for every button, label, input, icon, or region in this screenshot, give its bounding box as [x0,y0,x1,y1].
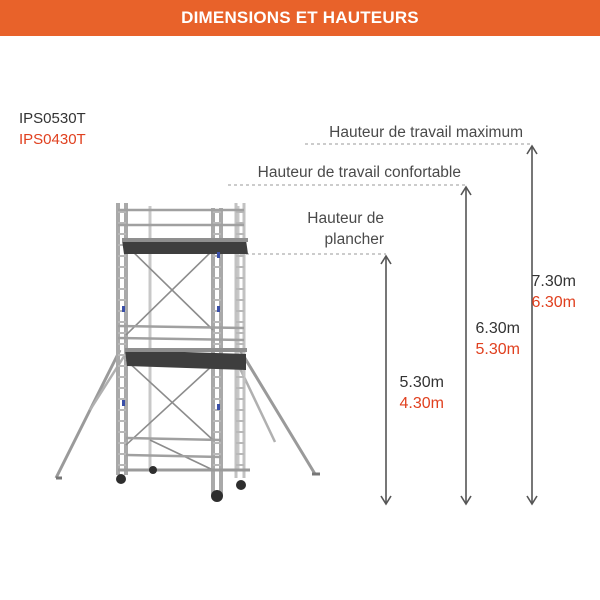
label-max-working-height: Hauteur de travail maximum [329,124,523,141]
floor-height-primary-value: 5.30m [399,374,444,391]
outrigger-right [240,350,315,474]
max-height-arrow [527,146,537,504]
comfort-height-secondary-value: 5.30m [475,341,520,358]
label-floor-height-line2: plancher [324,231,384,248]
header-title: DIMENSIONS ET HAUTEURS [181,8,419,27]
floor-height-secondary-value: 4.30m [399,395,444,412]
max-height-secondary-value: 6.30m [531,294,576,311]
outrigger-left [56,350,120,478]
model-secondary: IPS0430T [19,131,86,148]
model-primary: IPS0530T [19,110,86,127]
middle-platform [125,350,246,370]
label-comfort-working-height: Hauteur de travail confortable [257,164,461,181]
label-floor-height-line1: Hauteur de [307,210,384,227]
comfort-height-primary-value: 6.30m [475,320,520,337]
max-height-primary-value: 7.30m [531,273,576,290]
upper-platform [122,240,248,254]
